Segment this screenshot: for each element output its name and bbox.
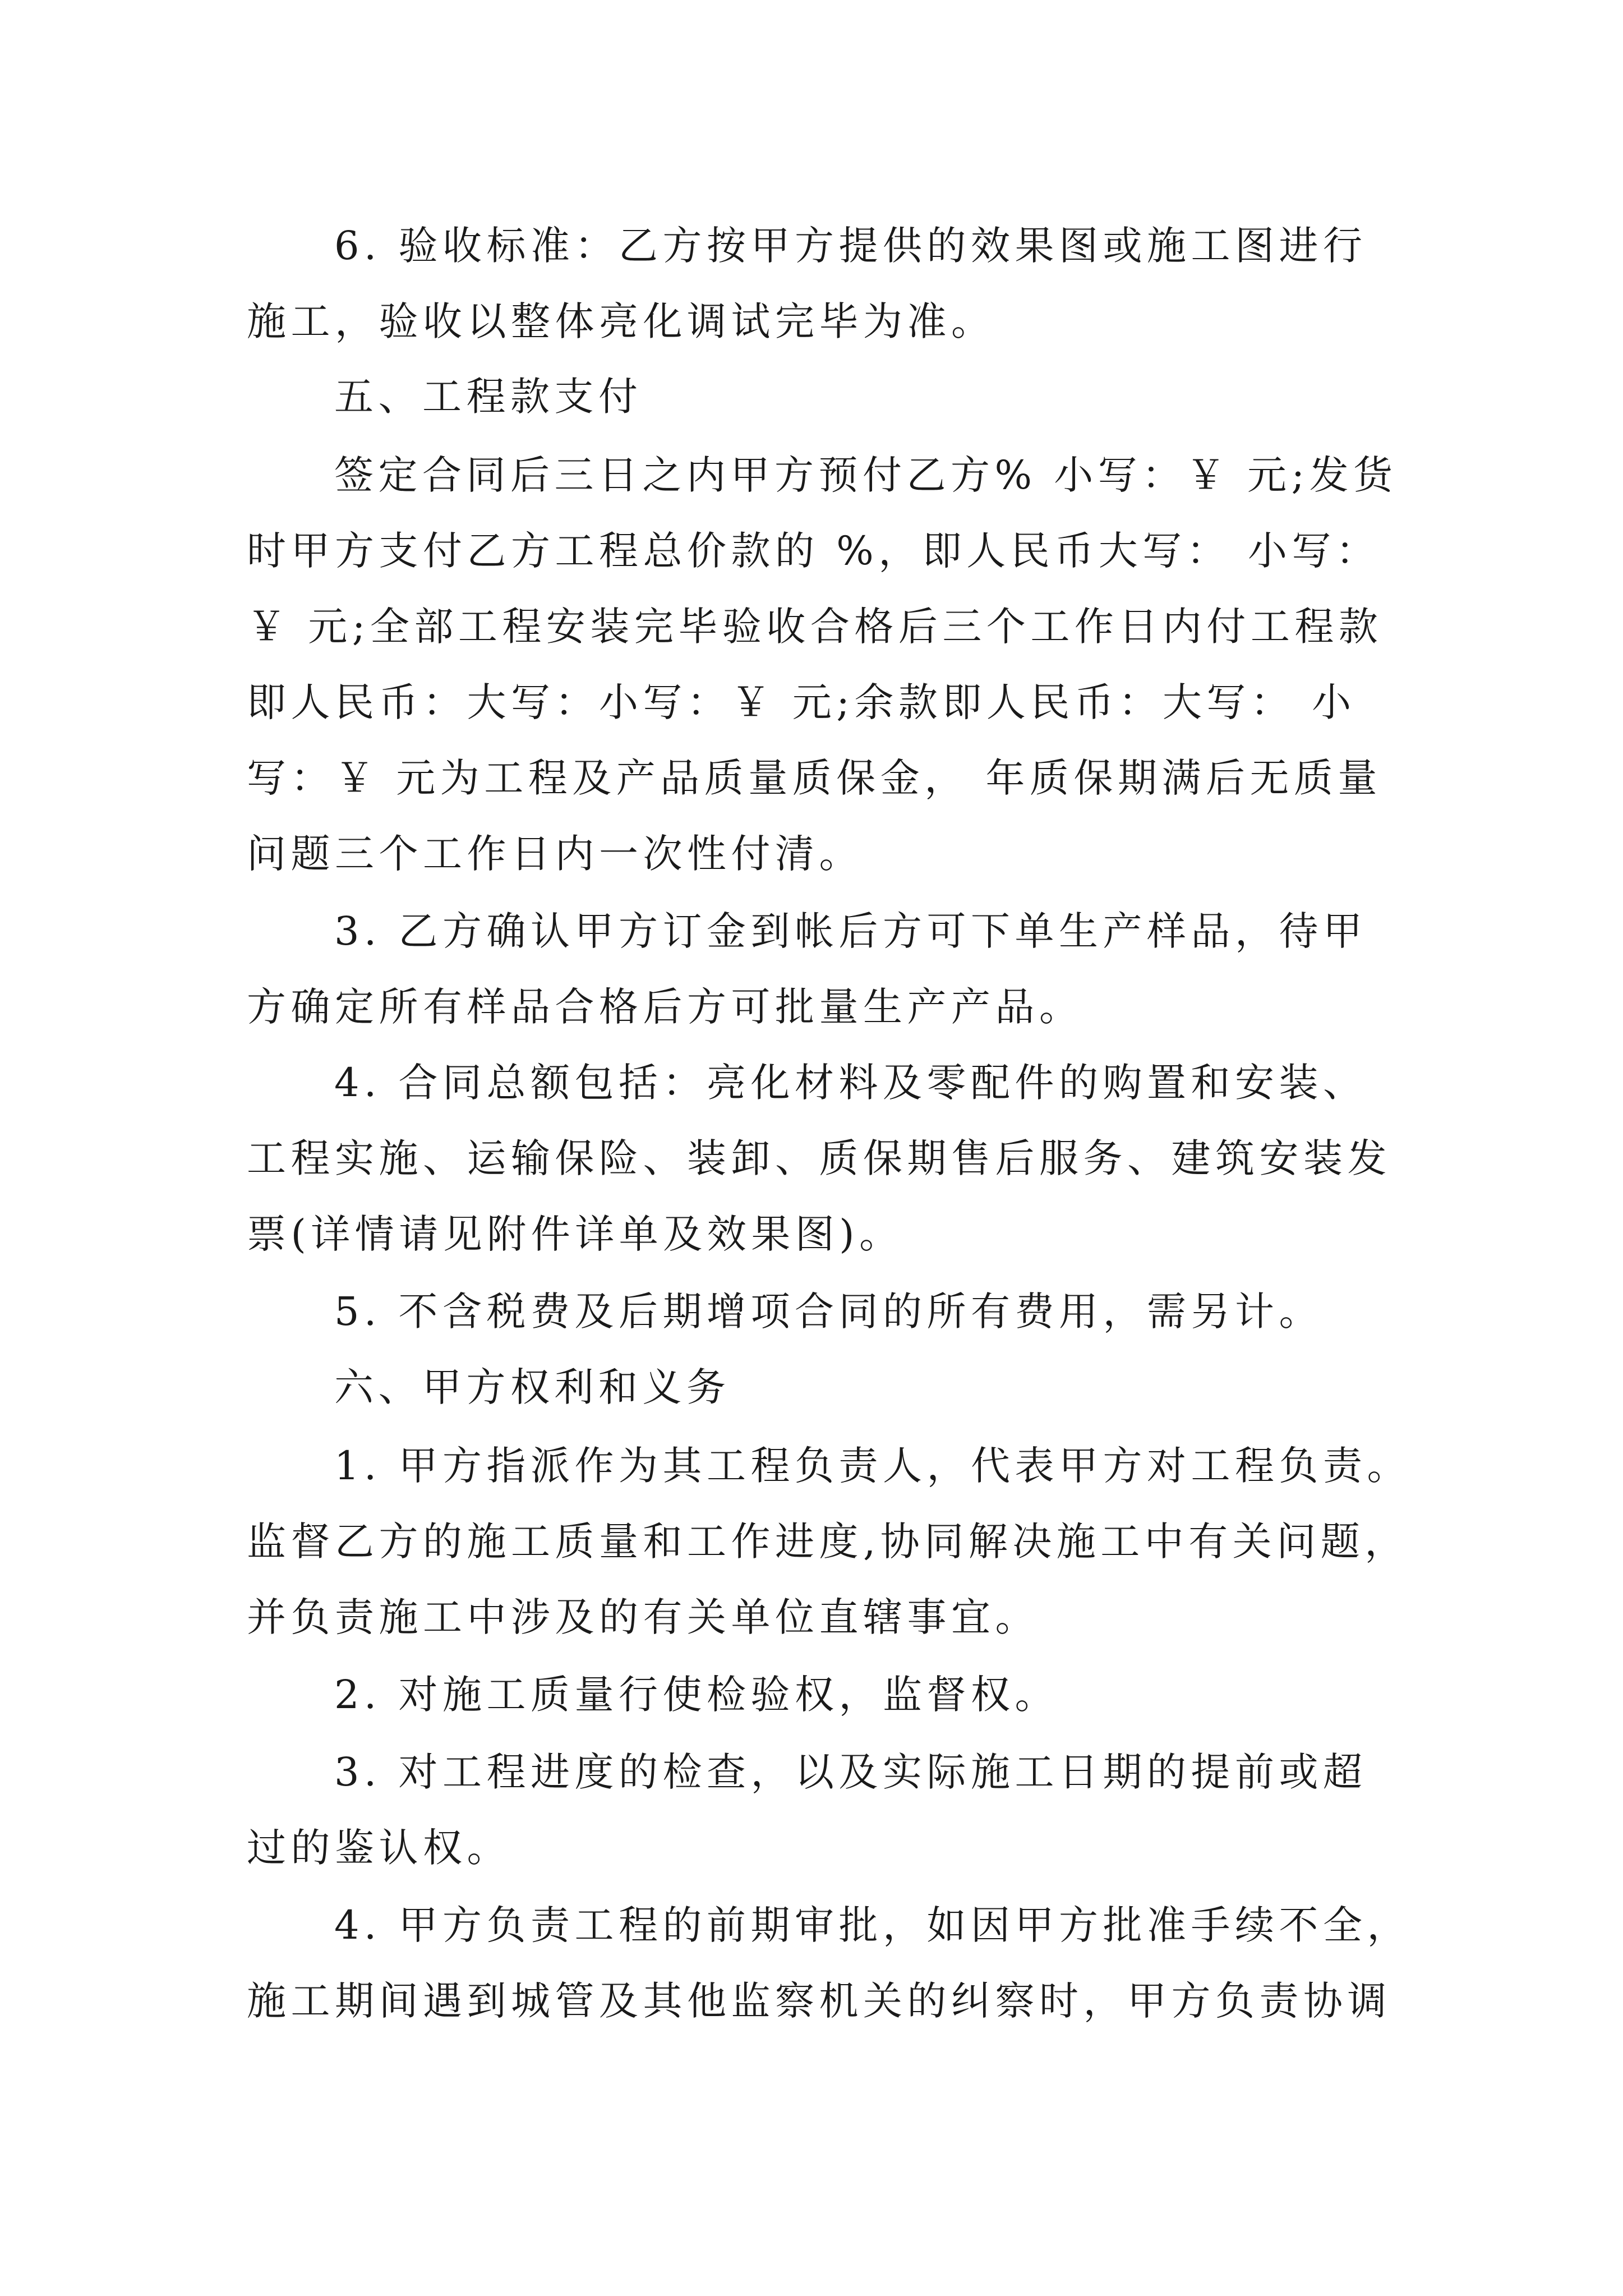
text-line: 方确定所有样品合格后方可批量生产产品。 <box>247 984 1083 1030</box>
text-line: 即人民币：大写：小写：￥ 元;余款即人民币：大写： 小 <box>247 679 1356 725</box>
section-heading: 六、甲方权利和义务 <box>334 1364 731 1410</box>
text-line: 5. 不含税费及后期增项合同的所有费用，需另计。 <box>334 1289 1324 1335</box>
text-line: 6. 验收标准：乙方按甲方提供的效果图或施工图进行 <box>334 223 1367 269</box>
text-line: 施工期间遇到城管及其他监察机关的纠察时，甲方负责协调 <box>247 1978 1391 2024</box>
text-line: 票(详情请见附件详单及效果图)。 <box>247 1211 903 1257</box>
text-line: 1. 甲方指派作为其工程负责人，代表甲方对工程负责。 <box>334 1443 1412 1489</box>
text-line: 时甲方支付乙方工程总价款的 %，即人民币大写： 小写： <box>247 528 1380 574</box>
text-line: 工程实施、运输保险、装卸、质保期售后服务、建筑安装发 <box>247 1135 1391 1181</box>
text-line: ￥ 元;全部工程安装完毕验收合格后三个工作日内付工程款 <box>247 604 1383 650</box>
text-line: 监督乙方的施工质量和工作进度,协同解决施工中有关问题， <box>247 1519 1409 1565</box>
text-line: 写：￥ 元为工程及产品质量质保金， 年质保期满后无质量 <box>247 755 1382 801</box>
text-line: 3. 对工程进度的检查，以及实际施工日期的提前或超 <box>334 1749 1367 1795</box>
text-line: 过的鉴认权。 <box>247 1825 511 1871</box>
text-line: 问题三个工作日内一次性付清。 <box>247 831 863 877</box>
text-line: 4. 甲方负责工程的前期审批，如因甲方批准手续不全， <box>334 1902 1412 1948</box>
text-line: 施工，验收以整体亮化调试完毕为准。 <box>247 298 995 344</box>
section-heading: 五、工程款支付 <box>334 374 643 420</box>
text-line: 并负责施工中涉及的有关单位直辖事宜。 <box>247 1594 1039 1640</box>
text-line: 3. 乙方确认甲方订金到帐后方可下单生产样品，待甲 <box>334 908 1367 954</box>
text-line: 2. 对施工质量行使检验权，监督权。 <box>334 1672 1059 1718</box>
text-line: 签定合同后三日之内甲方预付乙方% 小写：￥ 元;发货 <box>334 452 1398 498</box>
text-line: 4. 合同总额包括：亮化材料及零配件的购置和安装、 <box>334 1060 1367 1106</box>
